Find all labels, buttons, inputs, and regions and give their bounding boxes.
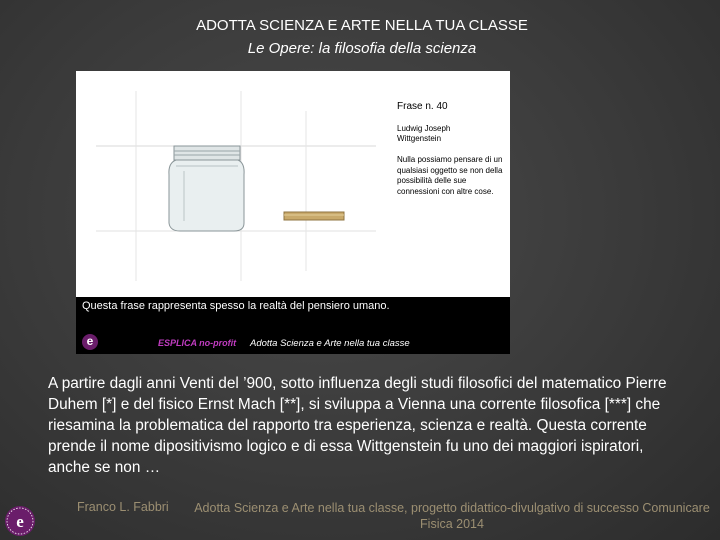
- esplica-logo-icon: [4, 505, 36, 537]
- artwork-frase: Frase n. 40: [397, 101, 448, 112]
- footer-author: Franco L. Fabbri: [77, 500, 169, 514]
- esplica-small-logo-icon: e: [82, 334, 98, 350]
- svg-text:e: e: [16, 512, 24, 531]
- artwork-image: [76, 71, 510, 354]
- slide-title: ADOTTA SCIENZA E ARTE NELLA TUA CLASSE: [196, 17, 528, 34]
- footer-project: Adotta Scienza e Arte nella tua classe, progetto didattico-divulgativo di successo Comunicare Fisica 2014: [194, 501, 710, 531]
- artwork-code: 02OO99999 8A07: [398, 79, 503, 94]
- slide-body: A partire dagli anni Venti del ’900, sotto influenza degli studi filosofici del matematico Pierre Duhem [*] e del fisico Ernst Mach [**], si sviluppa a Vienna una corrente filosofica [***] che riesamina la problematica del rapporto tra esperienza, scienza e realtà. Questa corrente prende il nome dipositivismo logico e di essa Wittgenstein fu uno dei maggiori ispiratori, anche se non …: [48, 375, 667, 476]
- artwork-footer: Adotta Scienza e Arte nella tua classe: [250, 338, 410, 349]
- artwork-brand: ESPLICA no-profit: [158, 338, 237, 348]
- artwork-quote: Nulla possiamo pensare di un qualsiasi oggetto se non della possibilità delle sue connessioni con altre cose.: [397, 155, 503, 196]
- slide-subtitle: Le Opere: la filosofia della scienza: [247, 40, 477, 57]
- artwork-caption: Questa frase rappresenta spesso la realtà del pensiero umano.: [82, 300, 390, 312]
- artwork-text-panel: [392, 97, 510, 297]
- jar-drawing: [76, 71, 392, 297]
- artwork-author: Ludwig Joseph Wittgenstein: [397, 124, 451, 143]
